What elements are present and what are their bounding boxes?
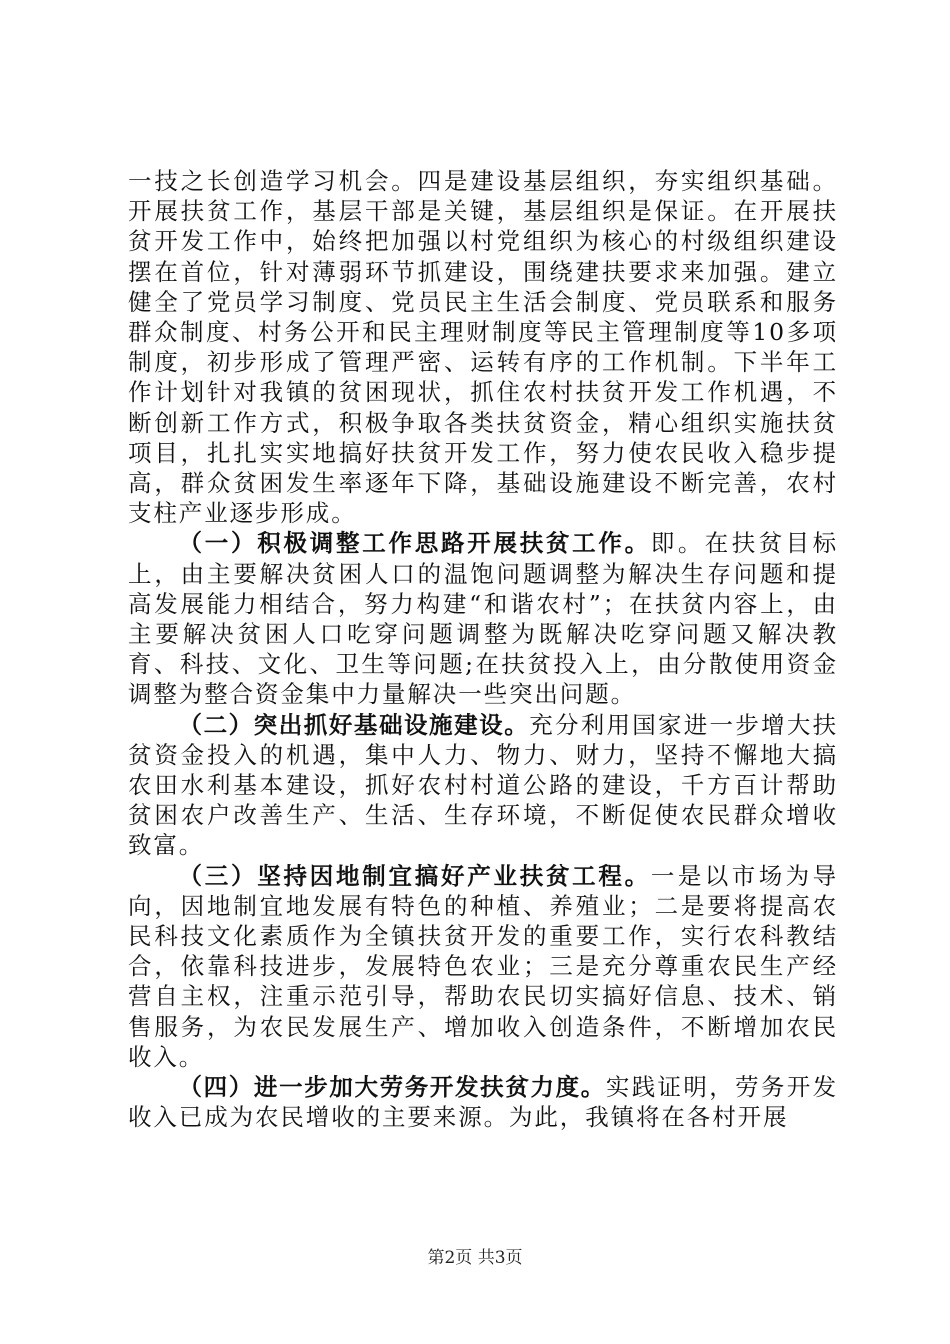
section-heading: （三）坚持因地制宜搞好产业扶贫工程。 [178,861,651,890]
paragraph-section-4 [128,1072,838,1132]
paragraph-section-2 [128,710,838,861]
paragraph-text: 实践证明，劳务开发收入已成为农民增收的主要来源。为此，我镇将在各村开展 [128,1073,838,1132]
paragraph-text: 充分利用国家进一步增大扶贫资金投入的机遇，集中人力、物力、财力，坚持不懈地大搞农田水利基本建设，抓好农村村道公路的建设，千方百计帮助贫困农户改善生产、生活、生存环境，不断促使农民群众增收致富。 [128,710,838,860]
paragraph-intro [128,166,838,528]
page-number-label: 第2页 共3页 [427,1248,523,1268]
page-footer [0,1243,950,1268]
paragraph-text: 一是以市场为导向，因地制宜地发展有特色的种植、养殖业；二是要将提高农民科技文化素质作为全镇扶贫开发的重要工作，实行农科教结合，依靠科技进步，发展特色农业；三是充分尊重农民生产经营自主权，注重示范引导，帮助农民切实搞好信息、技术、销售服务，为农民发展生产、增加收入创造条件，不断增加农民收入。 [128,861,838,1071]
paragraph-section-3 [128,861,838,1072]
paragraph-section-1 [128,528,838,709]
section-heading: （一）积极调整工作思路开展扶贫工作。 [178,529,651,558]
document-body [128,166,838,1133]
section-heading: （四）进一步加大劳务开发扶贫力度。 [178,1073,606,1102]
paragraph-text: 即。在扶贫目标上，由主要解决贫困人口的温饱问题调整为解决生存问题和提高发展能力相结合，努力构建“和谐农村”；在扶贫内容上，由主要解决贫困人口吃穿问题调整为既解决吃穿问题又解决教育、科技、文化、卫生等问题;在扶贫投入上，由分散使用资金调整为整合资金集中力量解决一些突出问题。 [128,529,838,709]
paragraph-text: 一技之长创造学习机会。四是建设基层组织，夯实组织基础。开展扶贫工作，基层干部是关键，基层组织是保证。在开展扶贫开发工作中，始终把加强以村党组织为核心的村级组织建设摆在首位，针对薄弱环节抓建设，围绕建扶要求来加强。建立健全了党员学习制度、党员民主生活会制度、党员联系和服务群众制度、村务公开和民主理财制度等民主管理制度等10多项制度，初步形成了管理严密、运转有序的工作机制。下半年工作计划针对我镇的贫困现状，抓住农村扶贫开发工作机遇，不断创新工作方式，积极争取各类扶贫资金，精心组织实施扶贫项目，扎扎实实地搞好扶贫开发工作，努力使农民收入稳步提高，群众贫困发生率逐年下降，基础设施建设不断完善，农村支柱产业逐步形成。 [128,167,838,528]
section-heading: （二）突出抓好基础设施建设。 [178,710,530,739]
